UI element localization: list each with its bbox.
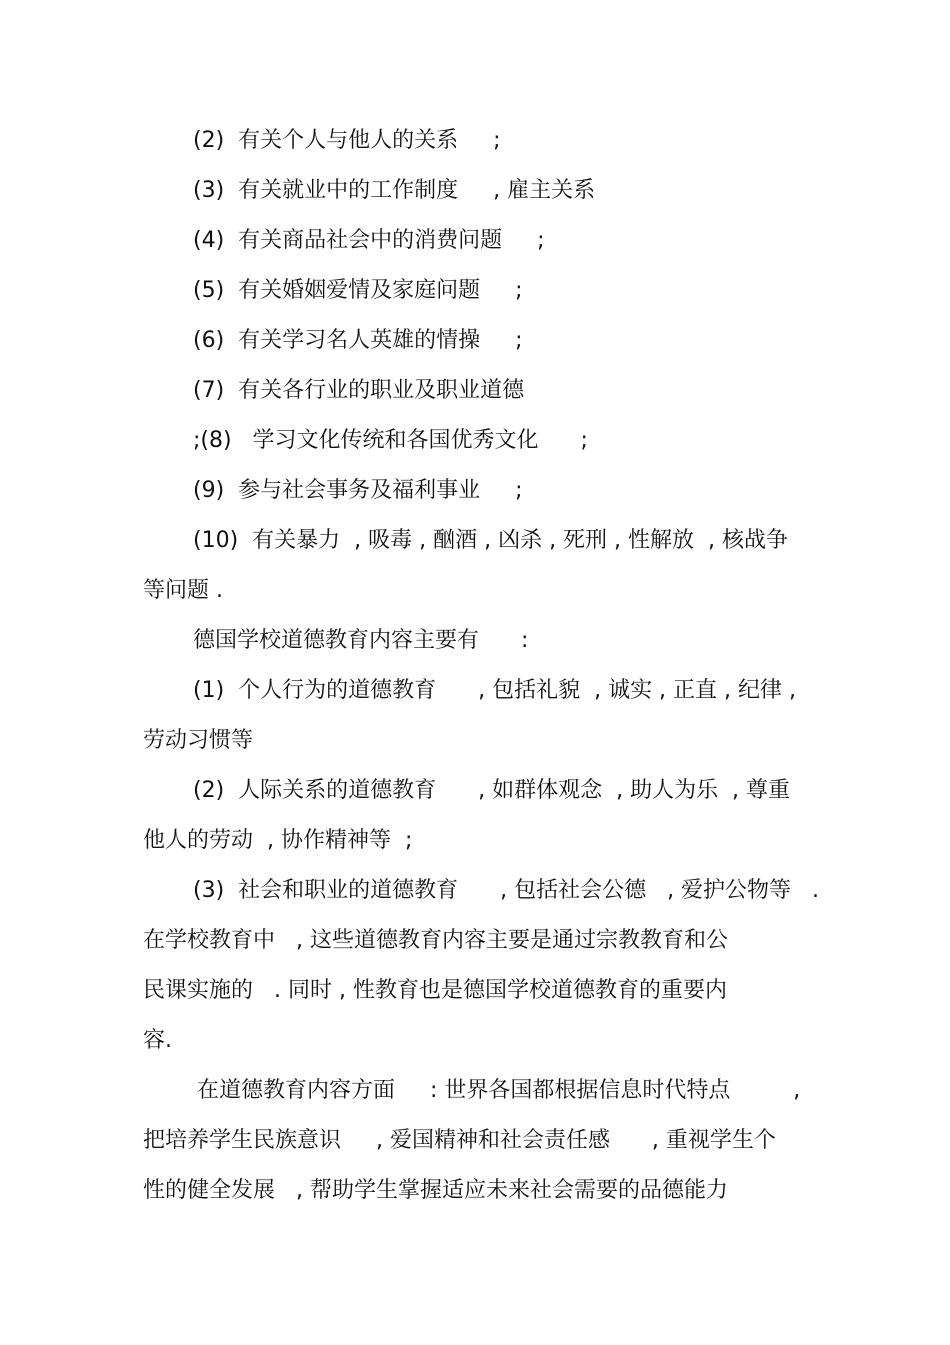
text-line-6: (7) 有关各行业的职业及职业道德	[193, 378, 525, 403]
text-line-17: 在学校教育中 , 这些道德教育内容主要是通过宗教教育和公	[143, 928, 728, 953]
text-line-4: (5) 有关婚姻爱情及家庭问题 ;	[193, 278, 523, 303]
text-line-5: (6) 有关学习名人英雄的情操 ;	[193, 328, 523, 353]
text-line-19: 容.	[143, 1028, 172, 1053]
text-line-9: (10) 有关暴力 , 吸毒 , 酗酒 , 凶杀 , 死刑 , 性解放 , 核战争	[193, 528, 789, 553]
text-line-11: 德国学校道德教育内容主要有 :	[193, 628, 529, 653]
text-line-2: (3) 有关就业中的工作制度 , 雇主关系	[193, 178, 596, 203]
text-line-1: (2) 有关个人与他人的关系 ;	[193, 128, 501, 153]
text-line-18: 民课实施的 . 同时 , 性教育也是德国学校道德教育的重要内	[143, 978, 727, 1003]
text-line-13: 劳动习惯等	[143, 728, 254, 753]
text-line-21: 把培养学生民族意识 , 爱国精神和社会责任感 , 重视学生个	[143, 1128, 776, 1153]
text-line-14: (2) 人际关系的道德教育 , 如群体观念 , 助人为乐 , 尊重	[193, 778, 791, 803]
text-line-22: 性的健全发展 , 帮助学生掌握适应未来社会需要的品德能力	[143, 1178, 728, 1203]
text-line-7: ;(8) 学习文化传统和各国优秀文化 ;	[193, 428, 588, 453]
text-line-12: (1) 个人行为的道德教育 , 包括礼貌 , 诚实 , 正直 , 纪律 ,	[193, 678, 797, 703]
text-line-20: 在道德教育内容方面 : 世界各国都根据信息时代特点 ,	[197, 1078, 801, 1103]
text-line-10: 等问题 .	[143, 578, 223, 603]
text-line-15: 他人的劳动 , 协作精神等 ;	[143, 828, 413, 853]
text-line-3: (4) 有关商品社会中的消费问题 ;	[193, 228, 545, 253]
text-line-16: (3) 社会和职业的道德教育 , 包括社会公德 , 爱护公物等 .	[193, 878, 820, 903]
text-line-8: (9) 参与社会事务及福利事业 ;	[193, 478, 523, 503]
